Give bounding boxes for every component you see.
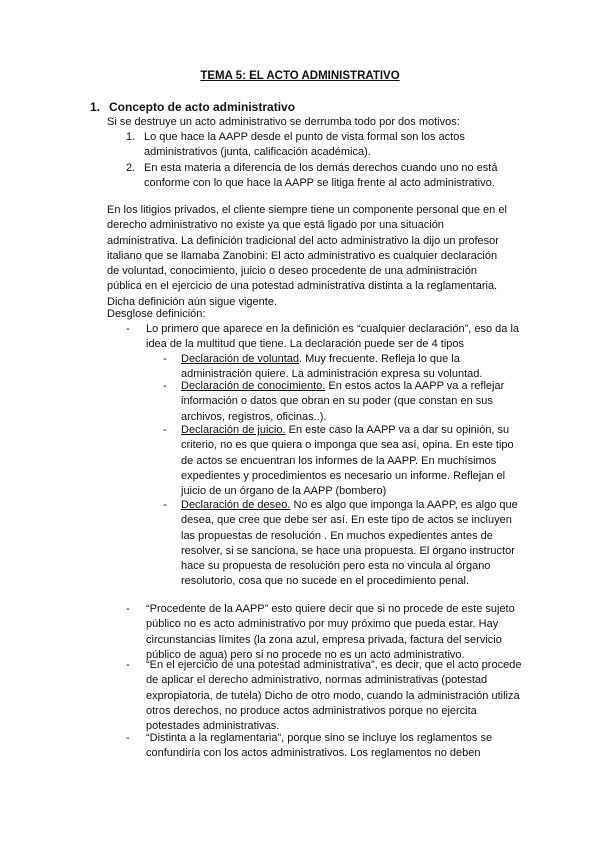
section-number: 1. bbox=[90, 100, 101, 114]
sub-list-item bbox=[163, 352, 523, 383]
dash-item-text: “Procedente de la AAPP” esto quiere decir que si no procede de este sujeto público no es acto administrativo por muy próximo que pueda estar. Hay circunstancias límites (la zona azul, empresa privada, factura del servicio público de agua) pero si no procede no es un acto administrativo. bbox=[146, 603, 515, 661]
dash-item-text: “En el ejercicio de una potestad administrativa”, es decir, que el acto procede de aplicar el derecho administrativo, normas administrativas (potestad expropiatoria, de tutela) Dicho de otro modo, cuando la administración utiliza otros derechos, no produce actos administrativos porque no ejercita potestades administrativas. bbox=[146, 659, 522, 733]
dash-bullet: - bbox=[163, 424, 167, 436]
section-intro: Si se destruye un acto administrativo se derrumba todo por dos motivos: bbox=[107, 116, 460, 128]
section-heading-text: Concepto de acto administrativo bbox=[109, 100, 296, 114]
dash-bullet: - bbox=[126, 323, 130, 335]
sub-item-text bbox=[181, 379, 523, 425]
item-text: En esta materia a diferencia de los demás derechos cuando uno no está conforme con lo que hace la AAPP se litiga frente al acto administrativo. bbox=[144, 162, 498, 190]
page-title: TEMA 5: EL ACTO ADMINISTRATIVO bbox=[200, 70, 400, 82]
desglose-label: Desglose definición: bbox=[107, 308, 206, 320]
dash-item-text: “Distinta a la reglamentaria”, porque sino se incluye los reglamentos se confundiría con los actos administrativos. Los reglamentos no deben bbox=[146, 732, 493, 760]
sub-item-text bbox=[181, 498, 523, 590]
term-underlined: Declaración de voluntad bbox=[181, 353, 300, 365]
numbered-item bbox=[126, 130, 526, 161]
dash-list-item bbox=[126, 602, 526, 663]
term-description: . Muy frecuente. Refleja lo que la administración quiere. La administración expresa su voluntad. bbox=[181, 353, 483, 381]
dash-bullet: - bbox=[163, 499, 167, 511]
dash-list-item bbox=[126, 731, 526, 762]
term-description: No es algo que imponga la AAPP, es algo que desea, que cree que debe ser así. En este tipo de actos se incluyen las propuestas de resolución . En muchos expedientes antes de resolver, si se sanciona, se hace una propuesta. El órgano instructor hace su propuesta de resolución pero esta no vincula al órgano resolutorio, cosa que no sucede en el procedimiento penal. bbox=[181, 499, 518, 588]
term-underlined: Declaración de conocimiento. bbox=[181, 380, 326, 392]
sub-list-item bbox=[163, 379, 523, 425]
sub-list-item bbox=[163, 423, 523, 499]
sub-item-text bbox=[181, 423, 523, 499]
item-number: 1. bbox=[126, 131, 136, 143]
item-text: Lo que hace la AAPP desde el punto de vista formal son los actos administrativos (junta, calificación académica). bbox=[144, 131, 465, 159]
dash-bullet: - bbox=[163, 353, 167, 365]
dash-bullet: - bbox=[163, 380, 167, 392]
term-underlined: Declaración de deseo. bbox=[181, 499, 291, 511]
term-description: En este caso la AAPP va a dar su opinión, su criterio, no es que quiera o imponga que sea así, opina. En este tipo de actos se encuentran los informes de la AAPP. En muchísimos expedientes y procedimientos es necesario un informe. Reflejan el juicio de un órgano de la AAPP (bombero) bbox=[181, 424, 514, 498]
body-paragraph: En los litigios privados, el cliente siempre tiene un componente personal que en el derecho administrativo no existe ya que está ligado por una situación administrativa. La definición tradicional del acto administrativo la dijo un profesor italiano que se llamaba Zanobini: El acto administrativo es cualquier declaración de voluntad, conocimiento, juicio o deseo procedente de una administración pública en el ejercicio de una potestad administrativa distinta a la reglamentaria. Dicha definición aún sigue vigente. bbox=[107, 204, 507, 308]
dash-item-text: Lo primero que aparece en la definición es “cualquier declaración”, eso da la idea de la multitud que tiene. La declaración puede ser de 4 tipos bbox=[146, 323, 520, 351]
dash-bullet: - bbox=[126, 732, 130, 744]
numbered-item bbox=[126, 161, 526, 192]
dash-list-item bbox=[126, 322, 526, 353]
dash-bullet: - bbox=[126, 603, 130, 615]
term-description: En estos actos la AAPP va a reflejar información o datos que obran en su poder (que constan en sus archivos, registros, oficinas..). bbox=[181, 380, 505, 423]
dash-bullet: - bbox=[126, 659, 130, 671]
sub-list-item bbox=[163, 498, 523, 590]
dash-list-item bbox=[126, 658, 526, 734]
sub-item-text bbox=[181, 352, 523, 383]
item-number: 2. bbox=[126, 162, 136, 174]
term-underlined: Declaración de juicio. bbox=[181, 424, 286, 436]
section-heading bbox=[90, 100, 295, 114]
